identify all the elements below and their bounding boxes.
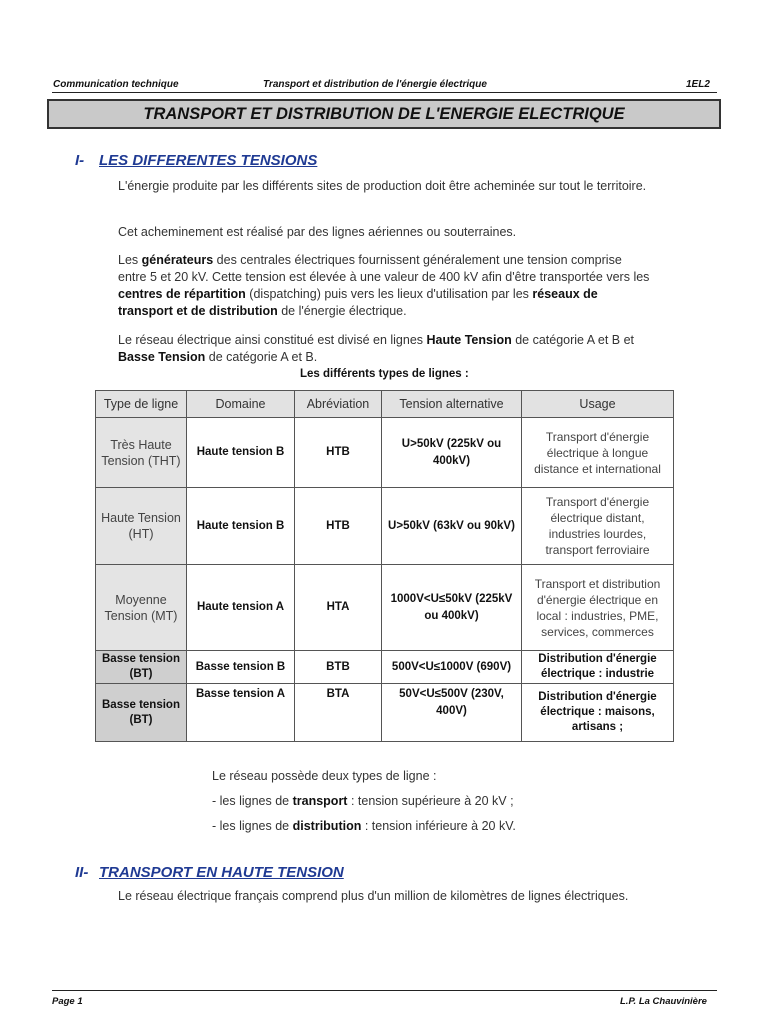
section-1-number: I- xyxy=(75,152,85,169)
header-center: Transport et distribution de l'énergie électrique xyxy=(263,79,487,90)
cell-type: Haute Tension (HT) xyxy=(96,488,187,565)
section-2-title: TRANSPORT EN HAUTE TENSION xyxy=(99,864,344,881)
footer-school: L.P. La Chauvinière xyxy=(620,996,707,1007)
table-header-row xyxy=(96,391,674,418)
cell-usage: Distribution d'énergie électrique : industrie xyxy=(522,651,674,684)
list-item: - les lignes de distribution : tension inférieure à 20 kV. xyxy=(212,819,516,833)
cell-domain: Haute tension B xyxy=(187,418,295,488)
section-1-title: LES DIFFERENTES TENSIONS xyxy=(99,152,318,169)
cell-abbr: HTB xyxy=(295,418,382,488)
footer-page: Page 1 xyxy=(52,996,83,1007)
cell-domain: Basse tension B xyxy=(187,651,295,684)
table-row xyxy=(96,418,674,488)
section-2-paragraph: Le réseau électrique français comprend plus d'un million de kilomètres de lignes électriques. xyxy=(118,889,629,903)
cell-tension: U>50kV (225kV ou 400kV) xyxy=(382,418,522,488)
section-2-number: II- xyxy=(75,864,89,881)
paragraph-2: Cet acheminement est réalisé par des lignes aériennes ou souterraines. xyxy=(118,225,517,239)
section-2-heading xyxy=(75,864,344,881)
header-right: 1EL2 xyxy=(686,79,710,90)
section-1-heading xyxy=(75,152,317,169)
cell-type: Très Haute Tension (THT) xyxy=(96,418,187,488)
footer-rule xyxy=(52,990,717,991)
header-left: Communication technique xyxy=(53,79,179,90)
cell-abbr: HTB xyxy=(295,488,382,565)
cell-usage: Distribution d'énergie électrique : maisons, artisans ; xyxy=(522,684,674,742)
table-row xyxy=(96,684,674,742)
line-types-table xyxy=(95,390,674,742)
cell-type: Moyenne Tension (MT) xyxy=(96,565,187,651)
cell-type: Basse tension (BT) xyxy=(96,651,187,684)
page-title: TRANSPORT ET DISTRIBUTION DE L'ENERGIE ELECTRIQUE xyxy=(47,99,721,129)
cell-domain: Haute tension A xyxy=(187,565,295,651)
col-header-tension: Tension alternative xyxy=(382,391,522,418)
cell-type: Basse tension (BT) xyxy=(96,684,187,742)
col-header-usage: Usage xyxy=(522,391,674,418)
cell-usage: Transport d'énergie électrique à longue distance et international xyxy=(522,418,674,488)
col-header-abbr: Abréviation xyxy=(295,391,382,418)
header-rule xyxy=(52,92,717,93)
cell-abbr: BTB xyxy=(295,651,382,684)
paragraph-1: L'énergie produite par les différents sites de production doit être acheminée sur tout le territoire. xyxy=(118,179,647,193)
col-header-domain: Domaine xyxy=(187,391,295,418)
table-row xyxy=(96,488,674,565)
cell-tension: U>50kV (63kV ou 90kV) xyxy=(382,488,522,565)
paragraph-3: Les générateurs des centrales électriques fournissent généralement une tension comprise entre 5 et 20 kV. Cette tension est élevée à une valeur de 400 kV afin d'être transportée vers les centres de répartition (dispatching) puis vers les lieux d'utilisation par les réseaux de transport et de distribution de l'énergie électrique. xyxy=(118,253,650,318)
table-caption: Les différents types de lignes : xyxy=(300,368,469,380)
cell-abbr: BTA xyxy=(295,684,382,742)
col-header-type: Type de ligne xyxy=(96,391,187,418)
cell-usage: Transport d'énergie électrique distant, industries lourdes, transport ferroviaire xyxy=(522,488,674,565)
cell-domain: Haute tension B xyxy=(187,488,295,565)
cell-domain: Basse tension A xyxy=(187,684,295,742)
cell-usage: Transport et distribution d'énergie électrique en local : industries, PME, services, commerces xyxy=(522,565,674,651)
cell-tension: 50V<U≤500V (230V, 400V) xyxy=(382,684,522,742)
cell-tension: 1000V<U≤50kV (225kV ou 400kV) xyxy=(382,565,522,651)
cell-abbr: HTA xyxy=(295,565,382,651)
line-types-list xyxy=(212,764,632,839)
table-row xyxy=(96,565,674,651)
list-item: - les lignes de transport : tension supérieure à 20 kV ; xyxy=(212,794,514,808)
paragraph-4: Le réseau électrique ainsi constitué est divisé en lignes Haute Tension de catégorie A et B et Basse Tension de catégorie A et B. xyxy=(118,333,635,364)
table-row xyxy=(96,651,674,684)
cell-tension: 500V<U≤1000V (690V) xyxy=(382,651,522,684)
list-intro: Le réseau possède deux types de ligne : xyxy=(212,769,437,783)
